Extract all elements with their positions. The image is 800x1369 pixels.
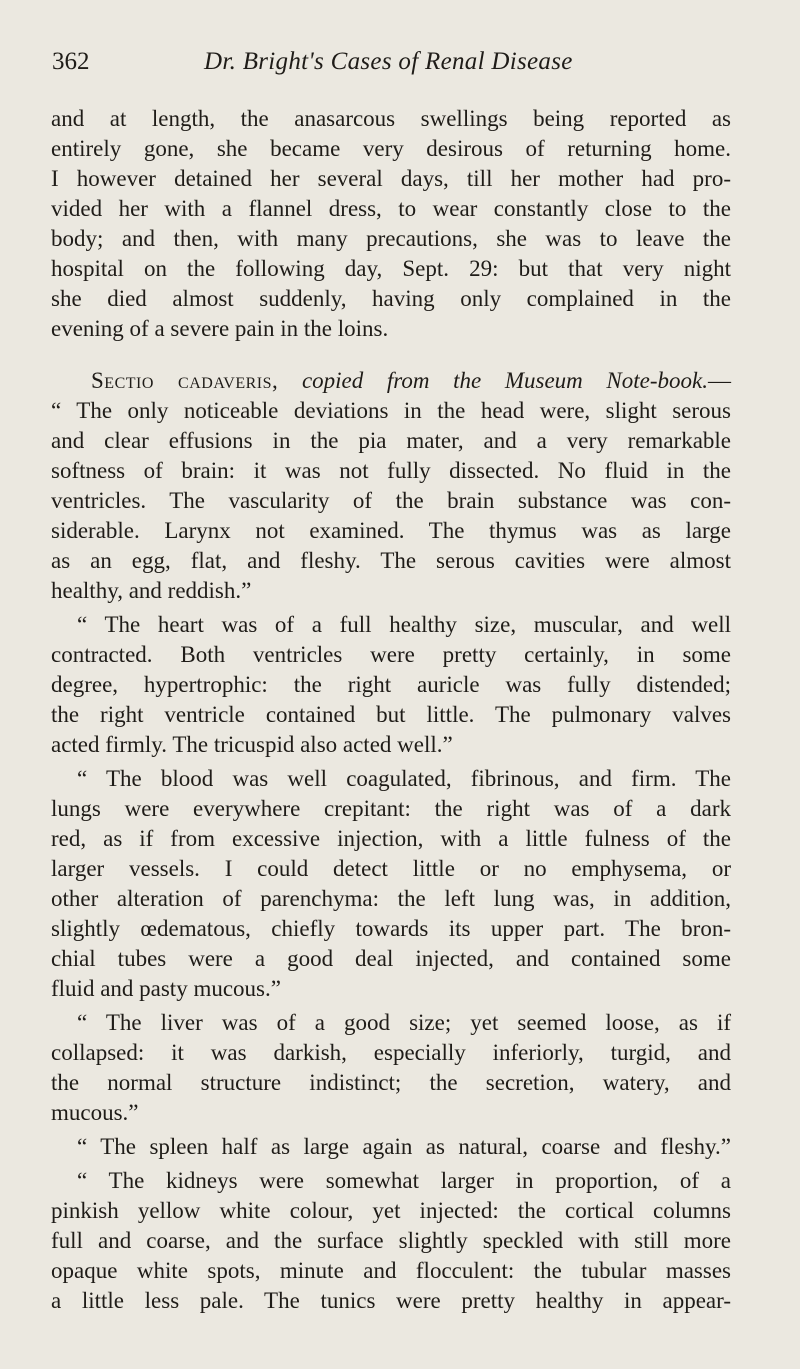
paragraph bbox=[51, 104, 731, 344]
text-line: ventricles. The vascularity of the brain substance was con- bbox=[51, 488, 731, 513]
paragraph bbox=[51, 1008, 731, 1128]
note-book-reference: copied from the Museum Note-book. bbox=[301, 368, 708, 393]
text-line: she died almost suddenly, having only complained in the bbox=[51, 286, 731, 311]
page-header bbox=[52, 48, 752, 88]
text-line: softness of brain: it was not fully dissected. No fluid in the bbox=[51, 458, 731, 483]
sectio-heading-line bbox=[51, 366, 731, 396]
text-line: “ The blood was well coagulated, fibrinous, and firm. The bbox=[77, 766, 731, 791]
body-text bbox=[51, 104, 731, 1316]
text-line: evening of a severe pain in the loins. bbox=[51, 316, 389, 341]
text-line: full and coarse, and the surface slightly speckled with still more bbox=[51, 1228, 731, 1253]
text-line: and at length, the anasarcous swellings being reported as bbox=[51, 106, 731, 131]
text-line: and clear effusions in the pia mater, and a very remarkable bbox=[51, 428, 731, 453]
text-line: collapsed: it was darkish, especially inferiorly, turgid, and bbox=[51, 1040, 731, 1065]
text-line: healthy, and reddish.” bbox=[51, 578, 252, 603]
text-line: red, as if from excessive injection, with a little fulness of the bbox=[51, 826, 731, 851]
paragraph bbox=[51, 1132, 731, 1162]
text-line: contracted. Both ventricles were pretty certainly, in some bbox=[51, 642, 731, 667]
text-line: “ The spleen half as large again as natural, coarse and fleshy.” bbox=[77, 1134, 731, 1159]
text-line: hospital on the following day, Sept. 29: but that very night bbox=[51, 256, 731, 281]
text-line: “ The heart was of a full healthy size, muscular, and well bbox=[77, 612, 731, 637]
paragraph bbox=[51, 764, 731, 1004]
text-line: as an egg, flat, and fleshy. The serous cavities were almost bbox=[51, 548, 731, 573]
text-line: the right ventricle contained but little. The pulmonary valves bbox=[51, 702, 731, 727]
text-line: other alteration of parenchyma: the left lung was, in addition, bbox=[51, 886, 731, 911]
text-line: pinkish yellow white colour, yet injected: the cortical columns bbox=[51, 1198, 731, 1223]
text-line: lungs were everywhere crepitant: the right was of a dark bbox=[51, 796, 731, 821]
text-line: siderable. Larynx not examined. The thymus was as large bbox=[51, 518, 731, 543]
text-line: larger vessels. I could detect little or no emphysema, or bbox=[51, 856, 731, 881]
text-line: body; and then, with many precautions, she was to leave the bbox=[51, 226, 731, 251]
page-number: 362 bbox=[52, 48, 90, 75]
text-line: slightly œdematous, chiefly towards its upper part. The bron- bbox=[51, 916, 731, 941]
paragraph-sectio bbox=[51, 366, 731, 606]
paragraph bbox=[51, 610, 731, 760]
text-line: entirely gone, she became very desirous of returning home. bbox=[51, 136, 731, 161]
text-line: the normal structure indistinct; the secretion, watery, and bbox=[51, 1070, 731, 1095]
sectio-heading: Sectio cadaveris, bbox=[91, 368, 279, 393]
text-line: opaque white spots, minute and flocculent: the tubular masses bbox=[51, 1258, 731, 1283]
running-title: Dr. Bright's Cases of Renal Disease bbox=[204, 48, 573, 75]
text-line: I however detained her several days, till her mother had pro- bbox=[51, 166, 731, 191]
text-line: “ The kidneys were somewhat larger in proportion, of a bbox=[77, 1168, 731, 1193]
text-line: fluid and pasty mucous.” bbox=[51, 976, 281, 1001]
text-line: a little less pale. The tunics were pretty healthy in appear- bbox=[51, 1288, 731, 1313]
text-line: degree, hypertrophic: the right auricle was fully distended; bbox=[51, 672, 731, 697]
text-line: chial tubes were a good deal injected, and contained some bbox=[51, 946, 731, 971]
text-line: mucous.” bbox=[51, 1100, 139, 1125]
paragraph bbox=[51, 1166, 731, 1316]
em-dash: — bbox=[708, 368, 731, 393]
text-line: vided her with a flannel dress, to wear constantly close to the bbox=[51, 196, 731, 221]
text-line: acted firmly. The tricuspid also acted well.” bbox=[51, 732, 453, 757]
text-line: “ The only noticeable deviations in the head were, slight serous bbox=[51, 398, 731, 423]
text-line: “ The liver was of a good size; yet seemed loose, as if bbox=[77, 1010, 731, 1035]
